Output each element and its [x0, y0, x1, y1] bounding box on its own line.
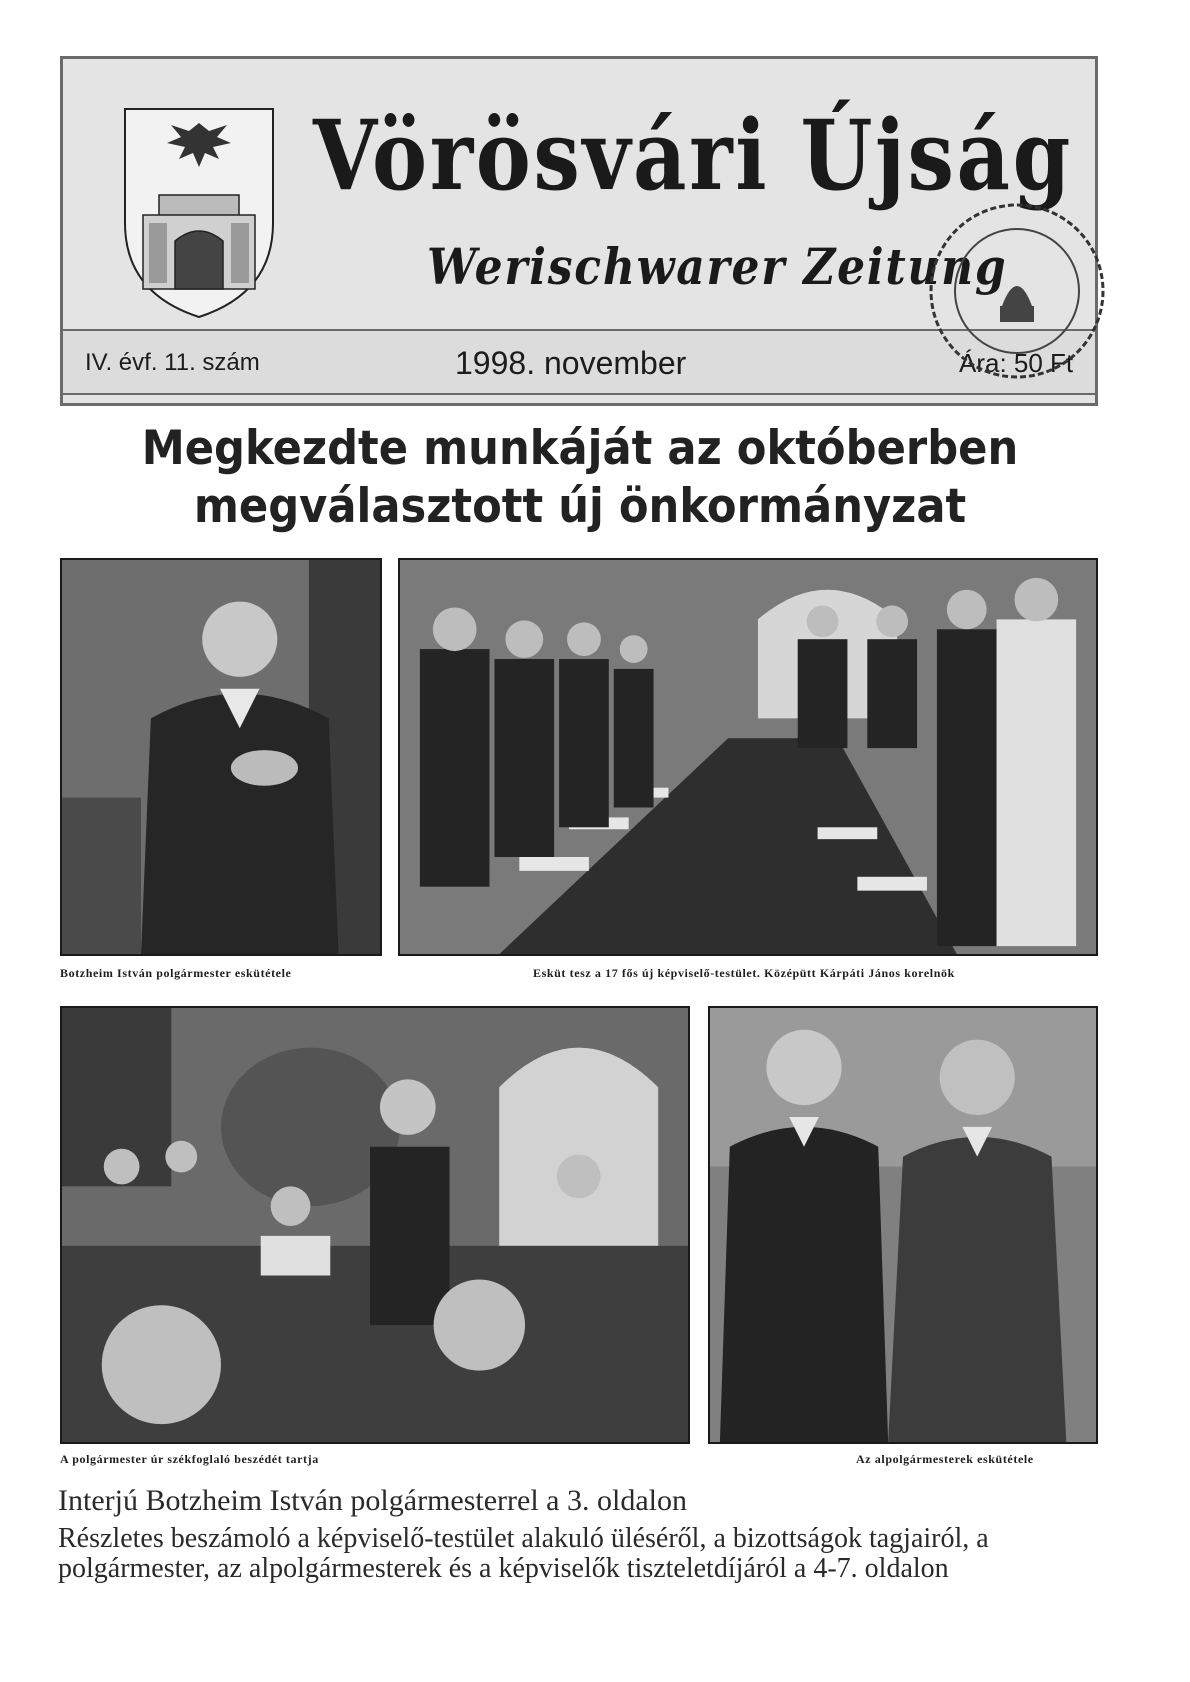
newspaper-title: Vörösvári Újság: [313, 99, 1073, 212]
coat-of-arms-icon: [119, 103, 279, 323]
library-stamp-icon: [922, 196, 1112, 386]
issue-number: IV. évf. 11. szám: [85, 349, 260, 376]
photo-mayor-speech: [60, 1006, 690, 1444]
photo-council-oath: [398, 558, 1098, 956]
newspaper-subtitle: Werischwarer Zeitung: [427, 237, 1008, 296]
photo-caption-2: Esküt tesz a 17 fős új képviselő-testület. Középütt Kárpáti János korelnök: [533, 966, 955, 980]
photo-mayor-oath: [60, 558, 382, 956]
headline-line-2: megválasztott új önkormányzat: [193, 479, 967, 534]
photo-caption-4: Az alpolgármesterek eskütétele: [856, 1452, 1034, 1466]
headline-line-1: Megkezdte munkáját az októberben: [141, 421, 1019, 476]
headline: [102, 420, 1059, 536]
report-teaser: Részletes beszámoló a képviselő-testület alakuló üléséről, a bizottságok tagjairól, a polgármester, az alpolgármesterek és a képviselők tiszteletdíjáról a 4-7. oldalon: [58, 1523, 989, 1584]
issue-date: 1998. november: [455, 345, 687, 381]
photo-caption-1: Botzheim István polgármester eskütétele: [60, 966, 292, 980]
interview-teaser: Interjú Botzheim István polgármesterrel a 3. oldalon: [58, 1484, 687, 1517]
photo-deputy-mayors-oath: [708, 1006, 1098, 1444]
issue-price: Ára: 50 Ft: [959, 348, 1074, 378]
photo-caption-3: A polgármester úr székfoglaló beszédét tartja: [60, 1452, 319, 1466]
